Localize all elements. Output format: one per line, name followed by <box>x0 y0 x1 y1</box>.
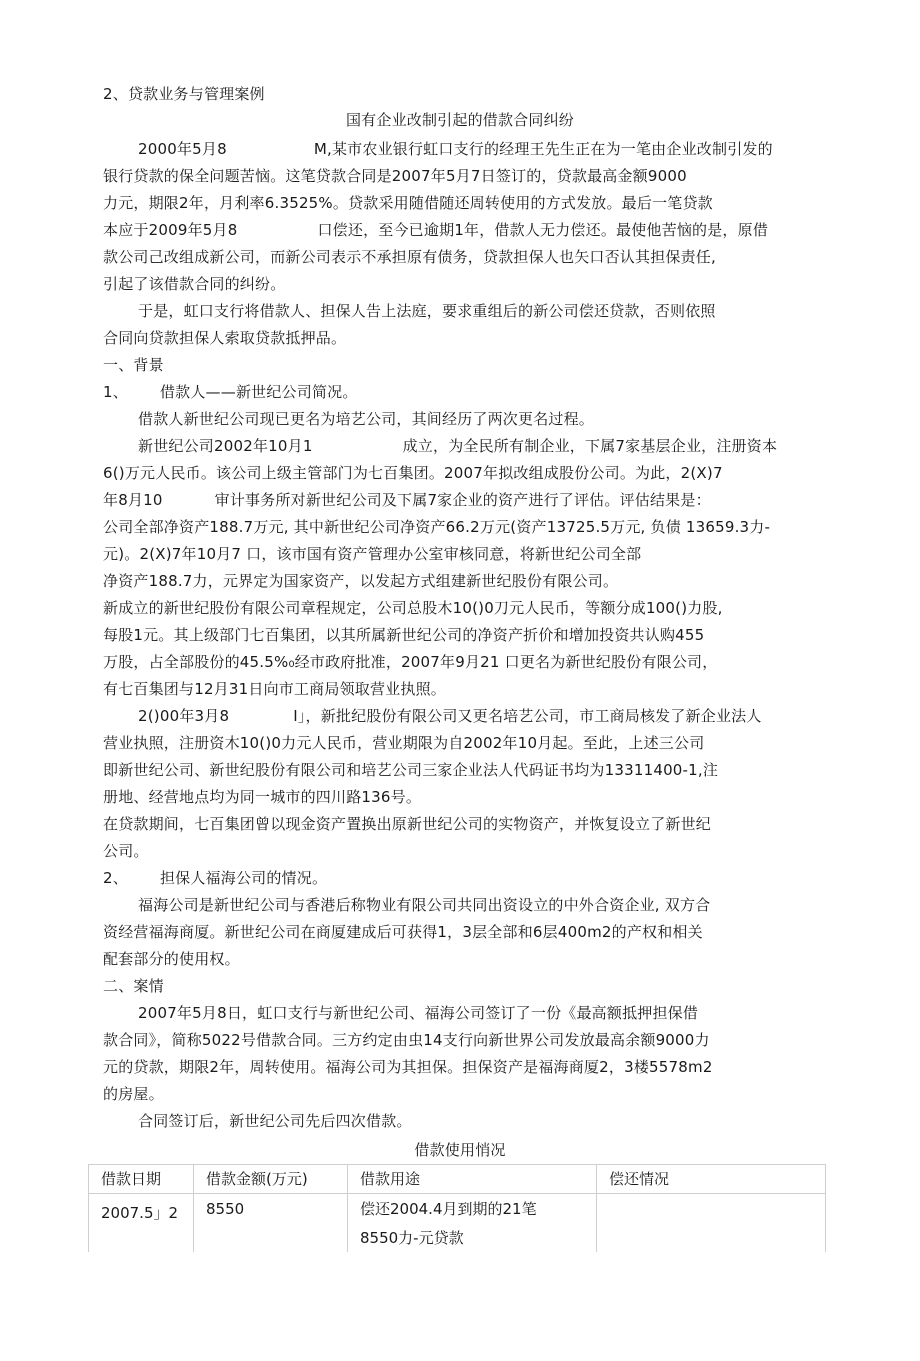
borrower-line-14: 即新世纪公司、新世纪股份有限公司和培艺公司三家企业法人代码证书均为13311400-1,注 <box>103 761 719 779</box>
intro-line-2: 银行贷款的保全问题苦恼。这笔贷款合同是2007年5月7日签订的，贷款最高金额9000 <box>103 167 687 185</box>
date-text: 新世纪公司2002年10月1 <box>138 437 313 455</box>
borrower-line-6: 元)。2(X)7年10月7 口，该市国有资产管理办公室审核同意，将新世纪公司全部 <box>103 545 642 563</box>
header-date: 借款日期 <box>89 1165 194 1194</box>
date-text: 年8月10 <box>103 491 163 509</box>
case-line-2: 款合同》，简称5022号借款合同。三方约定由虫14支行向新世界公司发放最高余额9000力 <box>103 1031 710 1049</box>
case-line-5: 合同签订后，新世纪公司先后四次借款。 <box>138 1112 412 1130</box>
borrower-line-15: 册地、经营地点均为同一城市的四川路136号。 <box>103 788 422 806</box>
date-text: 2()00年3月8 <box>138 707 230 725</box>
cell-purpose <box>348 1194 597 1253</box>
paragraph-text: M,某市农业银行虹口支行的经理王先生正在为一笔由企业改制引发的 <box>313 140 773 158</box>
intro-line-4 <box>103 220 768 240</box>
borrower-line-8: 新成立的新世纪股份有限公司章程规定，公司总股木10()0刀元人民币，等额分成100()力股, <box>103 599 723 617</box>
purpose-line-2: 8550力-元贷款 <box>360 1229 464 1247</box>
paragraph-text: 审计事务所对新世纪公司及下属7家企业的资产进行了评估。评估结果是： <box>214 491 711 509</box>
borrower-line-9: 每股1元。其上级部门七百集团，以其所属新世纪公司的净资产折价和增加投资共认购455 <box>103 626 705 644</box>
header-repayment: 偿还情况 <box>597 1165 826 1194</box>
cell-date <box>89 1194 194 1253</box>
borrower-line-12 <box>138 706 762 726</box>
table-header-row <box>89 1165 826 1194</box>
table-row <box>89 1194 826 1253</box>
heading-text: 担保人福海公司的情况。 <box>159 869 328 887</box>
section-heading: 2、贷款业务与管理案例 <box>103 85 265 103</box>
case-line-4: 的房屋。 <box>103 1085 164 1103</box>
background-heading: 一、背景 <box>103 356 164 374</box>
borrower-line-4 <box>103 490 711 510</box>
lawsuit-line-2: 合同向贷款担保人索取贷款抵押品。 <box>103 329 347 347</box>
borrower-line-16: 在贷款期间，七百集团曾以现金资产置换出原新世纪公司的实物资产，并恢复设立了新世纪 <box>103 815 712 833</box>
case-heading: 二、案情 <box>103 977 164 995</box>
guarantor-line-3: 配套部分的使用权。 <box>103 950 240 968</box>
date-text: 本应于2009年5月8 <box>103 221 238 239</box>
intro-line-1 <box>138 139 773 159</box>
document-title: 国有企业改制引起的借款合同纠纷 <box>345 111 574 129</box>
borrower-line-7: 净资产188.7力，元界定为国家资产，以发起方式组建新世纪股份有限公司。 <box>103 572 619 590</box>
borrower-line-5: 公司全部净资产188.7万元, 其中新世纪公司净资产66.2万元(资产13725.5万元, 负债 13659.3力- <box>103 518 771 536</box>
paragraph-text: I」，新批纪股份有限公司又更名培艺公司，市工商局核发了新企业法人 <box>293 707 762 725</box>
borrower-line-11: 有七百集团与12月31日向市工商局领取营业执照。 <box>103 680 446 698</box>
lawsuit-line-1: 于是，虹口支行将借款人、担保人告上法庭，要求重组后的新公司偿还贷款，否则依照 <box>138 302 716 320</box>
borrower-line-3: 6()万元人民币。该公司上级主管部门为七百集团。2007年拟改组成股份公司。为此，2(X)7 <box>103 464 723 482</box>
table-caption: 借款使用悄况 <box>414 1141 506 1159</box>
heading-number: 2、 <box>103 869 128 887</box>
date-value: 2007.5」2 <box>101 1204 179 1222</box>
guarantor-line-2: 资经营福海商厦。新世纪公司在商厦建成后可获得1，3层全部和6层400m2的产权和相关 <box>103 923 703 941</box>
heading-text: 借款人——新世纪公司简况。 <box>159 383 358 401</box>
cell-amount <box>194 1194 348 1253</box>
date-text: 2000年5月8 <box>138 140 227 158</box>
header-amount: 借款金额(万元) <box>194 1165 348 1194</box>
purpose-line-1: 偿还2004.4月到期的21笔 <box>360 1200 537 1218</box>
cell-repayment <box>597 1194 826 1253</box>
borrower-line-17: 公司。 <box>103 842 149 860</box>
borrower-line-13: 营业执照，注册资木10()0力元人民币，营业期限为自2002年10月起。至此，上述三公司 <box>103 734 705 752</box>
case-line-1: 2007年5月8日，虹口支行与新世纪公司、福海公司签订了一份《最高额抵押担保借 <box>138 1004 699 1022</box>
amount-value: 8550 <box>206 1200 245 1218</box>
heading-number: 1、 <box>103 383 128 401</box>
guarantor-heading <box>103 868 327 888</box>
paragraph-text: 口偿还，至今已逾期1年，借款人无力偿还。最使他苦恼的是，原借 <box>317 221 769 239</box>
guarantor-line-1: 福海公司是新世纪公司与香港后称物业有限公司共同出资设立的中外合资企业, 双方合 <box>138 896 711 914</box>
intro-line-5: 款公司己改组成新公司，而新公司表示不承担原有债务，贷款担保人也矢口否认其担保责任, <box>103 248 716 266</box>
case-line-3: 元的贷款，期限2年，周转使用。福海公司为其担保。担保资产是福海商厦2，3楼5578m2 <box>103 1058 713 1076</box>
borrower-heading <box>103 382 358 402</box>
paragraph-text: 成立，为全民所有制企业，下属7家基层企业，注册资本 <box>402 437 778 455</box>
intro-line-3: 力元，期限2年，月利率6.3525%。贷款采用随借随还周转使用的方式发放。最后一笔贷款 <box>103 194 713 212</box>
loan-usage-table <box>88 1164 826 1252</box>
borrower-line-10: 万股，占全部股份的45.5%₀经市政府批准，2007年9月21 口更名为新世纪股份有限公司， <box>103 653 718 671</box>
borrower-line-1: 借款人新世纪公司现已更名为培艺公司，其间经历了两次更名过程。 <box>138 410 595 428</box>
header-purpose: 借款用途 <box>348 1165 597 1194</box>
borrower-line-2 <box>138 436 777 456</box>
intro-line-6: 引起了该借款合同的纠纷。 <box>103 275 286 293</box>
